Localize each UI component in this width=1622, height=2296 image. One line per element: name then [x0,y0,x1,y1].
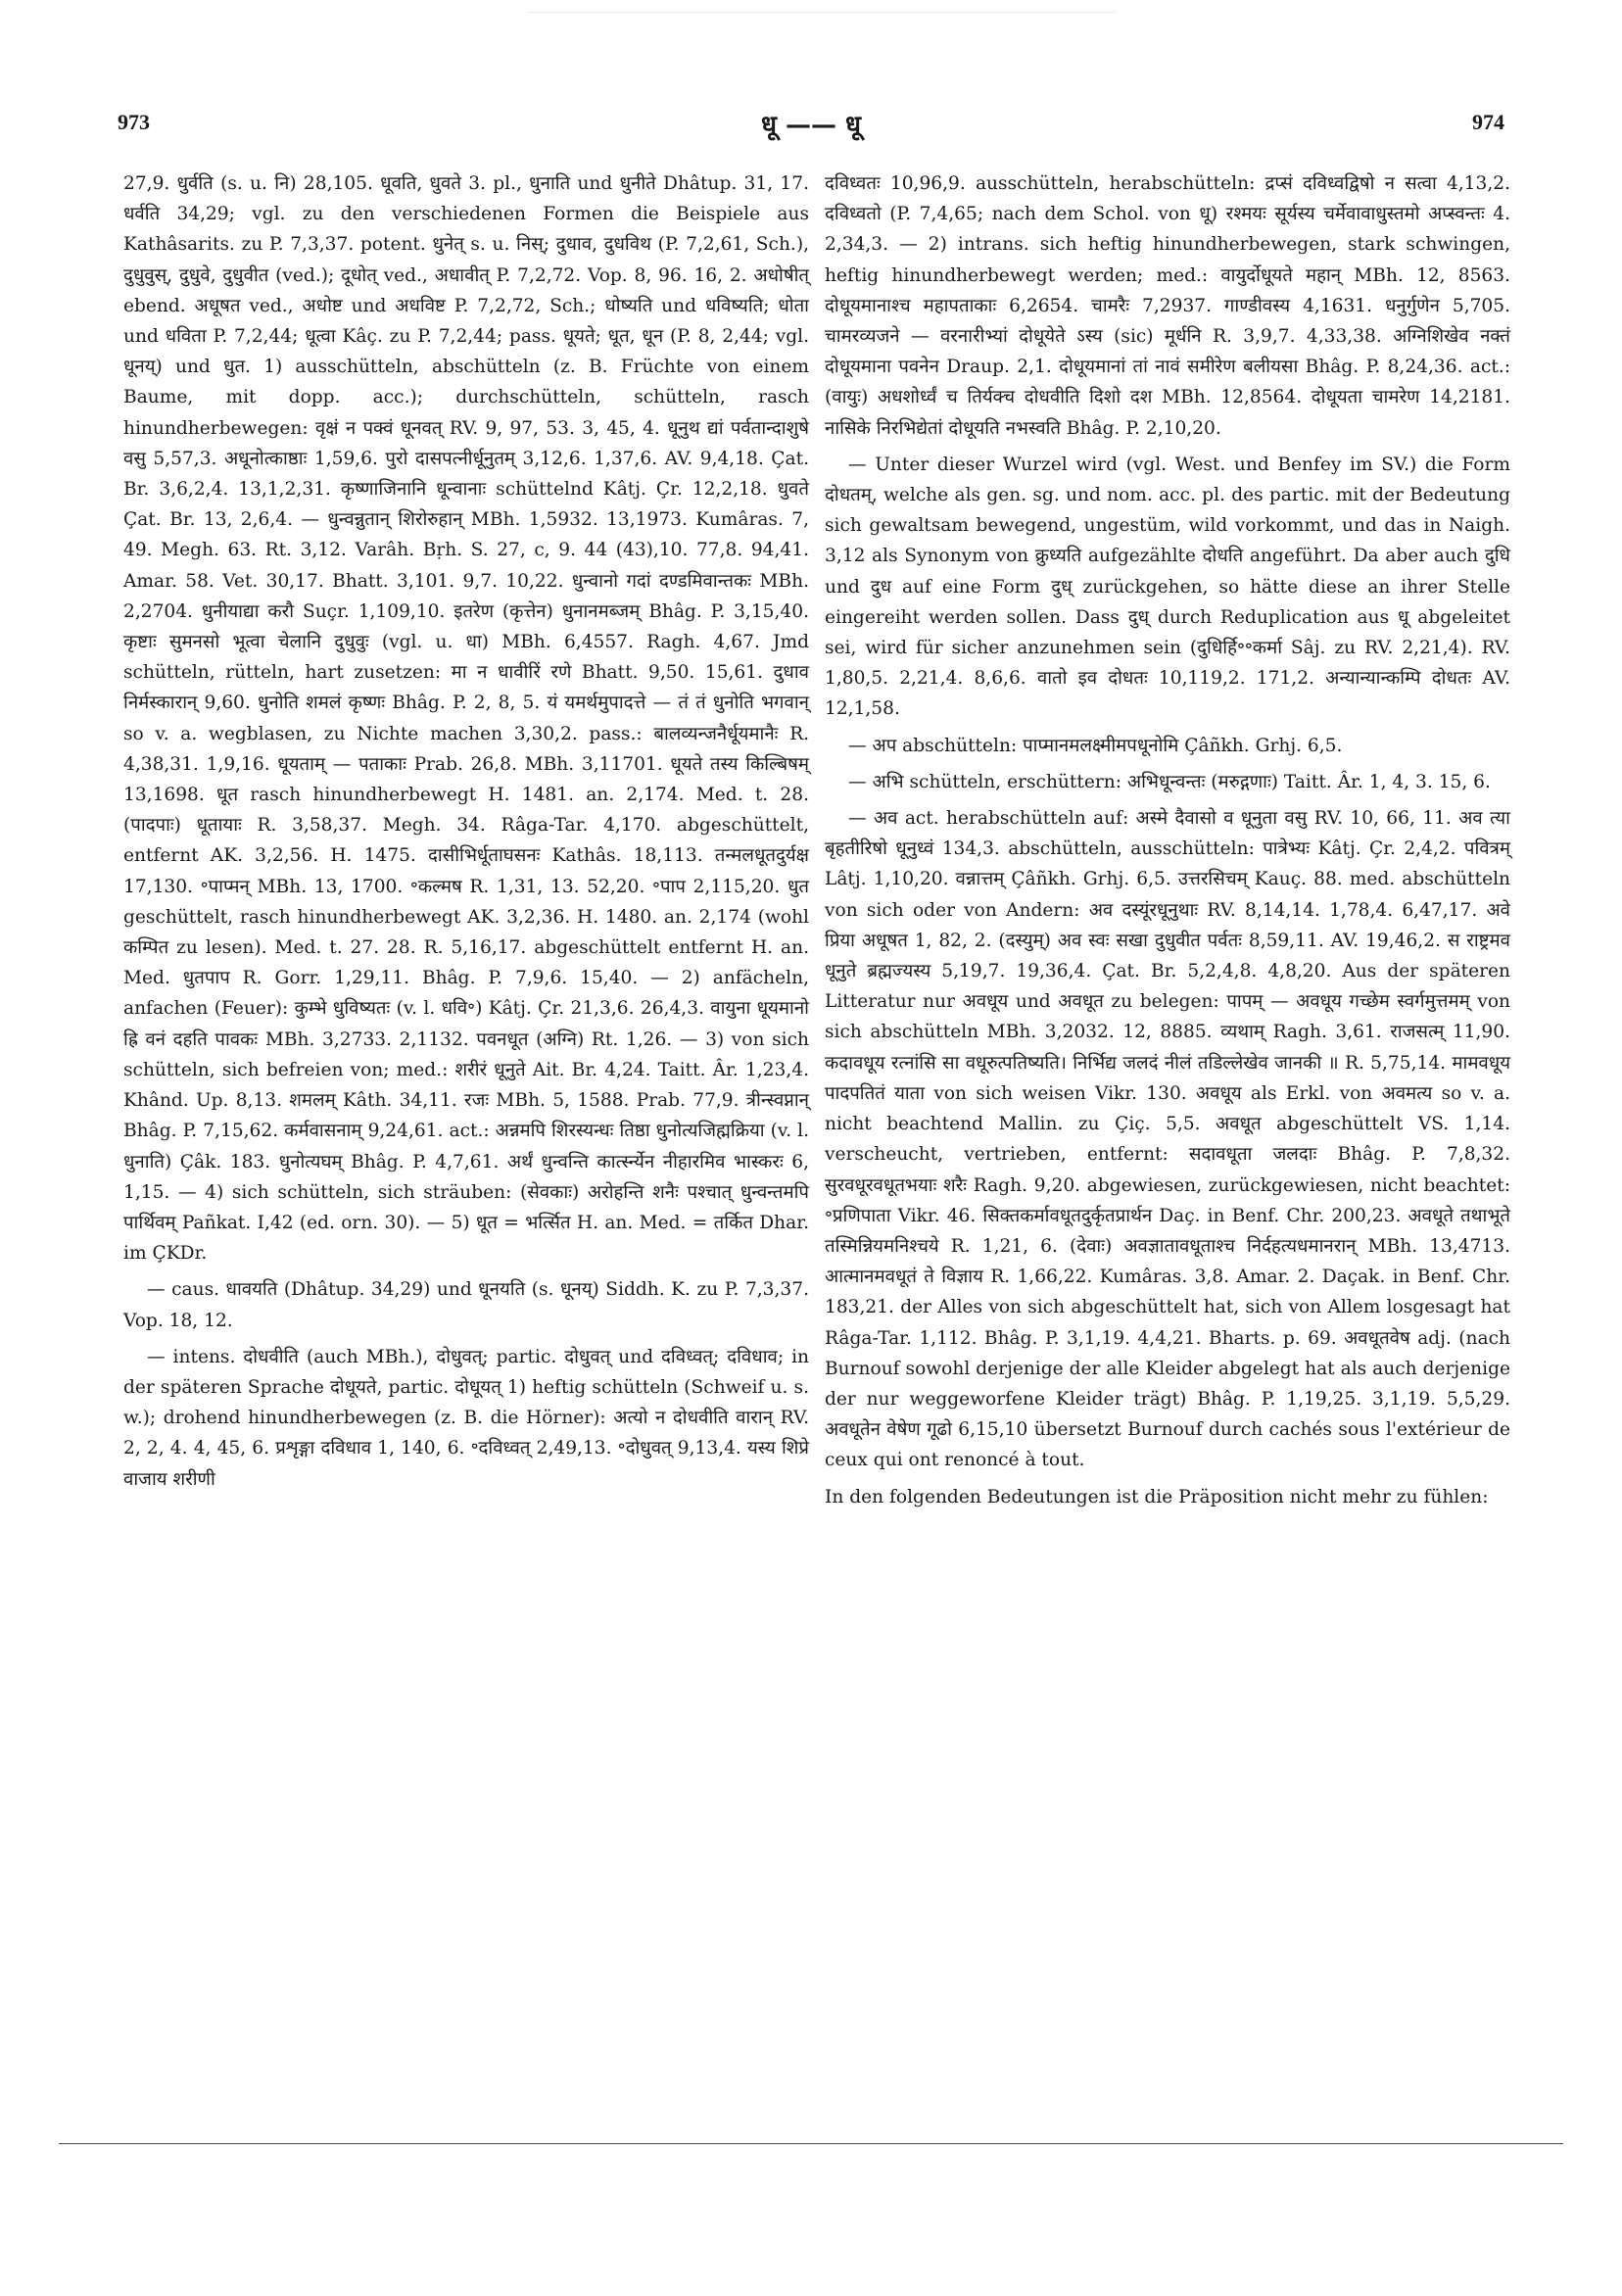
page-number-left: 973 [118,110,150,134]
left-column [123,168,809,1501]
left-paragraph-caus: — caus. धावयति (Dhâtup. 34,29) und धूनयति (s. धूनय्) Siddh. K. zu P. 7,3,37. Vop. 18, 12. [123,1279,809,1331]
left-paragraph-1: 27,9. धुर्वति (s. u. नि) 28,105. धूवति, धुवते 3. pl., धुनाति und धुनीते Dhâtup. 31, 17. धर्वति 34,29; vgl. zu den verschiedenen Formen die Beispiele aus Kathâsarits. zu P. 7,3,37. potent. धुनेत् s. u. निस्; दुधाव, दुधविथ (P. 7,2,61, Sch.), दुधुवुस्, दुधुवे, दुधुवीत (ved.); दूधोत् ved., अधावीत् P. 7,2,72. Vop. 8, 96. 16, 2. अधोषीत् ebend. अधूषत ved., अधोष्ट und अधविष्ट P. 7,2,72, Sch.; धोष्यति und धविष्यति; धोता und धविता P. 7,2,44; धूत्वा Kâç. zu P. 7,2,44; pass. धूयते; धूत, धून (P. 8, 2,44; vgl. धूनय्) und धुत. 1) ausschütteln, abschütteln (z. B. Früchte von einem Baume, mit dopp. acc.); durchschütteln, schütteln, rasch hinundherbewegen: वृक्षं न पक्वं धूनवत् RV. 9, 97, 53. 3, 45, 4. धूनुथ द्यां पर्वतान्दाशुषे वसु 5,57,3. अधूनोत्काष्ठाः 1,59,6. पुरो दासपत्नीर्धूनुतम् 3,12,6. 1,37,6. AV. 9,4,18. Çat. Br. 3,6,2,4. 13,1,2,31. कृष्णाजिनानि धून्वानाः schüttelnd Kâtj. Çr. 12,2,18. धुवते Çat. Br. 13, 2,6,4. — धुन्वन्नुतान् शिरोरुहान् MBh. 1,5932. 13,1973. Kumâras. 7, 49. Megh. 63. Rt. 3,12. Varâh. Bṛh. S. 27, c, 9. 44 (43),10. 77,8. 94,41. Amar. 58. Vet. 30,17. Bhatt. 3,101. 9,7. 10,22. धुन्वानो गदां दण्डमिवान्तकः MBh. 2,2704. धुनीयाद्या करौ Suçr. 1,109,10. इतरेण (कृत्तेन) धुनानमब्जम् Bhâg. P. 3,15,40. कृष्टाः सुमनसो भूत्वा चेलानि दुधुवुः (vgl. u. धा) MBh. 6,4557. Ragh. 4,67. Jmd schütteln, rütteln, hart zusetzen: मा न धावीरिं रणे Bhatt. 9,50. 15,61. दुधाव निर्मस्कारान् 9,60. धुनोति शमलं कृष्णः Bhâg. P. 2, 8, 5. यं यमर्थमुपादत्ते — तं तं धुनोति भगवान् so v. a. wegblasen, zu Nichte machen 3,30,2. pass.: बालव्यन्जनैर्धूयमानैः R. 4,38,31. 1,9,16. धूयताम् — पताकाः Prab. 26,8. MBh. 3,11701. धूयते तस्य किल्बिषम् 13,1698. धूत rasch hinundherbewegt H. 1481. an. 2,174. Med. t. 28. (पादपाः) धूतायाः R. 3,58,37. Megh. 34. Râga-Tar. 4,170. abgeschüttelt, entfernt AK. 3,2,56. H. 1475. दासीभिर्धूताघसनः Kathâs. 18,113. तन्मलधूतदुर्यक्ष 17,130. ॰पाप्मन् MBh. 13, 1700. ॰कल्मष R. 1,31, 13. 52,20. ॰पाप 2,115,20. धुत geschüttelt, rasch hinundherbewegt AK. 3,2,36. H. 1480. an. 2,174 (wohl कम्पित zu lesen). Med. t. 27. 28. R. 5,16,17. abgeschüttelt entfernt H. an. Med. धुतपाप R. Gorr. 1,29,11. Bhâg. P. 7,9,6. 15,40. — 2) anfächeln, anfachen (Feuer): कुम्भे धुविष्यतः (v. l. धवि॰) Kâtj. Çr. 21,3,6. 26,4,3. वायुना धूयमानो ह्रि वनं दहति पावकः MBh. 3,2733. 2,1132. पवनधूत (अग्नि) Rt. 1,26. — 3) von sich schütteln, sich befreien von; med.: शरीरं धूनुते Ait. Br. 4,24. Taitt. Âr. 1,23,4. Khând. Up. 8,13. शमलम् Kâth. 34,11. रजः MBh. 5, 1588. Prab. 77,9. त्रीन्स्वप्नान् Bhâg. P. 7,15,62. कर्मवासनाम् 9,24,61. act.: अन्नमपि शिरस्यन्धः तिष्ठा धुनोत्यजिह्मक्रिया (v. l. धुनाति) Çâk. 183. धुनोत्यघम् Bhâg. P. 4,7,61. अर्थं धुन्वन्ति कार्त्स्न्येन नीहारमिव भास्करः 6, 1,15. — 4) sich schütteln, sich sträuben: (सेवकाः) अरोहन्ति शनैः पश्चात् धुन्वन्तमपि पार्थिवम् Pañkat. I,42 (ed. orn. 30). — 5) धूत = भर्त्सित H. an. Med. = तर्कित Dhar. im ÇKDr. [123,173,810,1265]
page-number-right: 974 [1472,110,1504,134]
bottom-rule [59,2143,1563,2144]
right-column [825,168,1510,1518]
running-title: धू —— धू [760,111,862,140]
right-paragraph-apa: — अप abschütteln: पाप्मानमलक्ष्मीमपधूनोमि Çâñkh. Grhj. 6,5. [848,735,1343,756]
right-paragraph-note: — Unter dieser Wurzel wird (vgl. West. und Benfey im SV.) die Form दोधतम्, welche als gen. sg. und nom. acc. pl. des partic. mit der Bedeutung sich gewaltsam bewegend, ungestüm, wild vorkommt, und das in Naigh. 3,12 als Synonym von क्रुध्यति aufgezählte दोधति angeführt. Da aber auch दुधि und दुध auf eine Form दुध् zurückgehen, so hätte diese an ihrer Stelle eingereiht werden sollen. Dass दुध् durch Reduplication aus धू abgeleitet sei, wird für sicher anzunehmen sein (दुधिर्हि॰॰कर्मा Sâj. zu RV. 2,21,4). RV. 1,80,5. 2,21,4. 8,6,6. वातो इव दोधतः 10,119,2. 171,2. अन्यान्यान्कम्पि दोधतः AV. 12,1,58. [825,454,1510,720]
scan-artifact [529,12,1117,19]
right-paragraph-abhi: — अभि schütteln, erschüttern: अभिधून्वन्तः (मरुद्गणाः) Taitt. Âr. 1, 4, 3. 15, 6. [848,771,1491,792]
right-paragraph-last: In den folgenden Bedeutungen ist die Präposition nicht mehr zu fühlen: [825,1486,1489,1507]
left-paragraph-intens: — intens. दोधवीति (auch MBh.), दोधुवत्; partic. दोधुवत् und दविध्वत्; दविधाव; in der späteren Sprache दोधूयते, partic. दोधूयत् 1) heftig schütteln (Schweif u. s. w.); drohend hinundherbewegen (z. B. die Hörner): अत्यो न दोधवीति वारान् RV. 2, 2, 4. 4, 45, 6. प्रशृङ्गा दविधाव 1, 140, 6. ॰दविध्वत् 2,49,13. ॰दोधुवत् 9,13,4. यस्य शिप्रे वाजाय शरीणी [123,1346,809,1490]
right-paragraph-1: दविध्वतः 10,96,9. ausschütteln, herabschütteln: द्रप्सं दविध्वद्विषो न सत्वा 4,13,2. दविध्वतो (P. 7,4,65; nach dem Schol. von धू) रश्मयः सूर्यस्य चर्मेवावाधुस्तमो अप्स्वन्तः 4. 2,34,3. — 2) intrans. sich heftig hinundherbewegen, stark schwingen, heftig hinundherbewegt werden; med.: वायुर्दोधूयते महान् MBh. 12, 8563. दोधूयमानाश्च महापताकाः 6,2654. चामरैः 7,2937. गाण्डीवस्य 4,1631. धनुर्गुणेन 5,705. चामरव्यजने — वरनारीभ्यां दोधूयेते ऽस्य (sic) मूर्धनि R. 3,9,7. 4,33,38. अग्निशिखेव नक्तं दोधूयमाना पवनेन Draup. 2,1. दोधूयमानां तां नावं समीरेण बलीयसा Bhâg. P. 8,24,36. act.: (वायुः) अधशोर्ध्वं च तिर्यक्च दोधवीति दिशो दश MBh. 12,8564. दोधूयता चामरेण 14,2181. नासिके निरभिद्येतां दोधूयति नभस्वति Bhâg. P. 2,10,20. [825,173,1510,439]
right-paragraph-ava: — अव act. herabschütteln auf: अस्मे दैवासो व धूनुता वसु RV. 10, 66, 11. अव त्या बृहतीरिषो धूनुध्वं 134,3. abschütteln, ausschütteln: पात्रेभ्यः Kâtj. Çr. 2,4,2. पवित्रम् Lâtj. 1,10,20. वन्नात्तम् Çâñkh. Grhj. 6,5. उत्तरसिचम् Kauç. 88. med. abschütteln von sich oder von Andern: अव दस्यूंरधूनुथाः RV. 8,14,14. 1,78,4. 6,47,17. अवे प्रिया अधूषत 1, 82, 2. (दस्युम्) अव स्वः सखा दुधुवीत पर्वतः 8,59,11. AV. 19,46,2. स राष्ट्रमव धूनुते ब्रह्मज्यस्य 5,19,7. 19,36,4. Çat. Br. 5,2,4,8. 4,8,20. Aus der späteren Litteratur nur अवधूय und अवधूत zu belegen: पापम् — अवधूय गच्छेम स्वर्गमुत्तमम् von sich abschütteln MBh. 3,2032. 12, 8885. व्यथाम् Ragh. 3,61. राजसत्म् 11,90. कदावधूय रत्नांसि सा वधूरुत्पतिष्यति। निर्भिद्य जलदं नीलं तडिल्लेखेव जानकी ॥ R. 5,75,14. मामवधूय पादपतितं याता von sich weisen Vikr. 130. अवधूय als Erkl. von अवमत्य so v. a. nicht beachtend Mallin. zu Çiç. 5,5. अवधूत abgeschüttelt VS. 1,14. verscheucht, vertrieben, entfernt: सदावधूता जलदाः Bhâg. P. 7,8,32. सुरवधूरवधूतभयाः शरैः Ragh. 9,20. abgewiesen, zurückgewiesen, nicht beachtet: ॰प्रणिपाता Vikr. 46. सिक्तकर्मावधूतदुर्कृतप्रार्थन Daç. in Benf. Chr. 200,23. अवधूते तथाभूते तस्मिन्नियमनिश्चये R. 1,21, 6. (देवाः) अवज्ञातावधूताश्च निर्दहत्यधमानरान् MBh. 13,4713. आत्मानमवधूतं ते विज्ञाय R. 1,66,22. Kumâras. 3,8. Amar. 2. Daçak. in Benf. Chr. 183,21. der Alles von sich abgeschüttelt hat, sich von Allem losgesagt hat Râga-Tar. 1,112. Bhâg. P. 3,1,19. 4,4,21. Bharts. p. 69. अवधूतवेष adj. (nach Burnouf sowohl derjenige der alle Kleider abgelegt hat als auch derjenige der nur weggeworfene Kleider trägt) Bhâg. P. 1,19,25. 3,1,19. 5,5,29. अवधूतेन वेषेण गूढो 6,15,10 übersetzt Burnouf durch cachés sous l'extérieur de ceux qui ont renoncé à tout. [825,808,1510,1471]
page-header [118,110,1504,149]
